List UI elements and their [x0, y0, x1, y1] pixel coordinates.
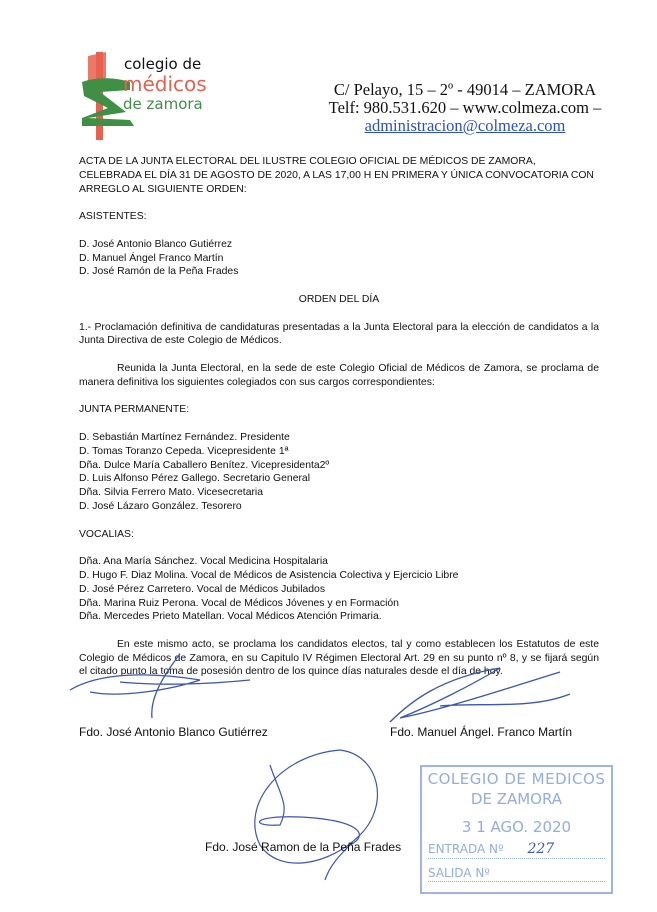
registry-stamp: [420, 765, 613, 894]
intro: ACTA DE LA JUNTA ELECTORAL DEL ILUSTRE COLEGIO OFICIAL DE MÉDICOS DE ZAMORA, CELEBRADA EL DÍA 31 DE AGOSTO DE 2020, A LAS 17,00 H EN PRIMERA Y ÚNICA CONVOCATORIA CON ARREGLO AL SIGUIENTE ORDEN:: [79, 156, 594, 195]
list-item: D. Luis Alfonso Pérez Gallego. Secretario General: [79, 473, 311, 485]
signature-label-3: Fdo. José Ramon de la Peña Frades: [205, 840, 402, 854]
logo-line1: colegio de: [124, 55, 202, 73]
list-item: D. José Lázaro González. Tesorero: [79, 500, 242, 512]
paragraph-1: Reunida la Junta Electoral, en la sede de este Colegio Oficial de Médicos de Zamora, se proclama de manera definitiva los siguientes colegiados con sus cargos correspondientes:: [79, 362, 599, 388]
stamp-exit-label: SALIDA Nº: [428, 865, 605, 882]
list-item: D. Tomas Toranzo Cepeda. Vicepresidente 1ª: [79, 445, 289, 457]
stamp-date: 3 1 AGO. 2020: [461, 818, 572, 836]
paragraph-2: En este mismo acto, se proclama los candidatos electos, tal y como establecen los Estatutos de este Colegio de Médicos de Zamora, en su Capitulo IV Régimen Electoral Art. 29 en su punto nº 8, y se fijará según el citado punto la toma de posesión dentro de los quince días naturales desde el día de hoy.: [79, 638, 599, 678]
vocalias-list: [79, 555, 599, 624]
stamp-entry-label: ENTRADA Nº: [428, 842, 504, 856]
list-item: Dña. Dulce María Caballero Benítez. Vicepresidenta2º: [79, 459, 330, 471]
list-item: Dña. Silvia Ferrero Mato. Vicesecretaria: [79, 487, 264, 499]
document-body: [79, 155, 599, 679]
agenda-heading: ORDEN DEL DÍA: [298, 293, 380, 305]
vocalias-heading: VOCALIAS:: [79, 528, 134, 540]
list-item: D. Manuel Ángel Franco Martín: [79, 252, 224, 264]
signature-1: [60, 650, 260, 720]
signature-2: [380, 660, 580, 725]
list-item: D. Hugo F. Diaz Molina. Vocal de Médicos de Asistencia Colectiva y Ejercicio Libre: [79, 569, 459, 581]
signature-3: [240, 745, 440, 885]
list-item: D. José Antonio Blanco Gutiérrez: [79, 238, 233, 250]
logo-line2: médicos: [123, 72, 207, 96]
email-link[interactable]: administracion@colmeza.com: [364, 116, 566, 135]
logo-line3: de zamora: [123, 95, 203, 113]
list-item: D. José Pérez Carretero. Vocal de Médicos Jubilados: [79, 583, 326, 595]
attendees-heading: ASISTENTES:: [79, 211, 147, 223]
list-item: D. Sebastián Martínez Fernández. Presidente: [79, 431, 290, 443]
attendees-list: [79, 238, 599, 279]
contact: Telf: 980.531.620 – www.colmeza.com –: [328, 98, 602, 117]
list-item: D. José Ramón de la Peña Frades: [79, 266, 239, 278]
list-item: Dña. Ana María Sánchez. Vocal Medicina Hospitalaria: [79, 556, 328, 568]
stamp-entry-number: 227: [527, 841, 555, 857]
permanent-list: [79, 431, 599, 514]
agenda-item-1: 1.- Proclamación definitiva de candidaturas presentadas a la Junta Electoral para la elección de candidatos a la Junta Directiva de este Colegio de Médicos.: [79, 321, 599, 347]
signature-label-1: Fdo. José Antonio Blanco Gutiérrez: [79, 725, 268, 739]
list-item: Dña. Marina Ruiz Perona. Vocal de Médicos Jóvenes y en Formación: [79, 597, 399, 609]
list-item: Dña. Mercedes Prieto Matellan. Vocal Médicos Atención Primaria.: [79, 611, 382, 623]
permanent-heading: JUNTA PERMANENTE:: [79, 404, 190, 416]
stamp-line1: COLEGIO DE MEDICOS: [427, 770, 606, 788]
stamp-line2: DE ZAMORA: [470, 790, 563, 808]
signature-label-2: Fdo. Manuel Ángel. Franco Martín: [390, 725, 573, 739]
address: C/ Pelayo, 15 – 2º - 49014 – ZAMORA: [333, 80, 597, 99]
